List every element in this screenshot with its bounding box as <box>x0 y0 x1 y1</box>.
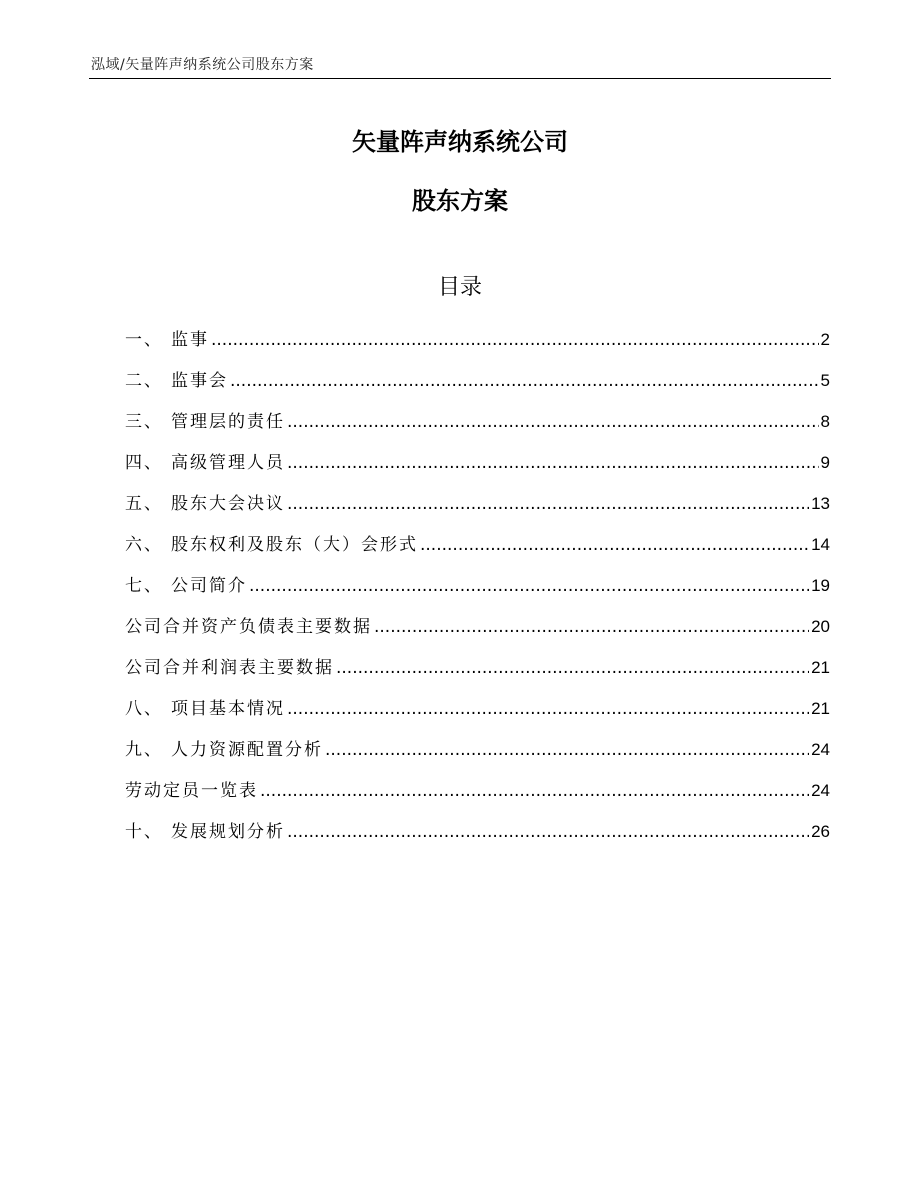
toc-entry-number: 七、 <box>125 576 163 596</box>
toc-dot-leader <box>287 822 809 842</box>
toc-entry-page: 13 <box>811 494 830 513</box>
toc-entry-label: 人力资源配置分析 <box>171 740 323 760</box>
toc-entry-number: 一、 <box>125 330 163 350</box>
toc-entry-label: 股东大会决议 <box>171 494 285 514</box>
toc-entry-label: 公司合并利润表主要数据 <box>125 658 334 678</box>
toc-entry-number: 三、 <box>125 412 163 432</box>
toc-entry-label: 劳动定员一览表 <box>125 781 258 801</box>
toc-entry[interactable] <box>125 694 830 735</box>
toc-entry-number: 二、 <box>125 371 163 391</box>
toc-entry-number: 九、 <box>125 740 163 760</box>
toc-entry[interactable] <box>125 735 830 776</box>
toc-dot-leader <box>249 576 809 596</box>
toc-entry-number: 四、 <box>125 453 163 473</box>
toc-entry-page: 20 <box>811 617 830 636</box>
toc-entry-page: 2 <box>820 330 830 349</box>
toc-dot-leader <box>287 453 819 473</box>
toc-entry-number: 六、 <box>125 535 163 555</box>
toc-entry-page: 9 <box>820 453 830 472</box>
toc-entry-page: 24 <box>811 781 830 800</box>
toc-entry-number: 十、 <box>125 822 163 842</box>
toc-entry-page: 21 <box>811 699 830 718</box>
toc-entry[interactable] <box>125 407 830 448</box>
toc-entry-label: 项目基本情况 <box>171 699 285 719</box>
toc-entry-page: 5 <box>820 371 830 390</box>
header-divider <box>89 78 831 79</box>
toc-dot-leader <box>260 781 809 801</box>
toc-entry-label: 发展规划分析 <box>171 822 285 842</box>
page-header: 泓域/矢量阵声纳系统公司股东方案 <box>91 57 314 73</box>
toc-heading: 目录 <box>437 275 482 300</box>
toc-entry-label: 监事 <box>171 330 209 350</box>
toc-entry[interactable] <box>125 448 830 489</box>
document-title: 矢量阵声纳系统公司 <box>352 128 568 156</box>
toc-entry[interactable] <box>125 817 830 858</box>
toc-entry-page: 14 <box>811 535 830 554</box>
toc-dot-leader <box>211 330 819 350</box>
document-subtitle: 股东方案 <box>412 187 508 215</box>
toc-entry-number: 五、 <box>125 494 163 514</box>
toc-dot-leader <box>287 699 809 719</box>
toc-dot-leader <box>287 494 809 514</box>
toc-entry-label: 公司合并资产负债表主要数据 <box>125 617 372 637</box>
toc-entry[interactable] <box>125 612 830 653</box>
toc-entry-label: 高级管理人员 <box>171 453 285 473</box>
toc-entry-page: 8 <box>820 412 830 431</box>
toc-dot-leader <box>230 371 819 391</box>
toc-entry-page: 26 <box>811 822 830 841</box>
toc-entry-page: 24 <box>811 740 830 759</box>
toc-dot-leader <box>336 658 809 678</box>
toc-dot-leader <box>287 412 819 432</box>
table-of-contents <box>125 325 830 858</box>
toc-entry[interactable] <box>125 530 830 571</box>
toc-dot-leader <box>420 535 809 555</box>
toc-dot-leader <box>325 740 809 760</box>
toc-entry-label: 监事会 <box>171 371 228 391</box>
toc-entry-label: 公司简介 <box>171 576 247 596</box>
toc-entry[interactable] <box>125 325 830 366</box>
toc-entry-label: 管理层的责任 <box>171 412 285 432</box>
toc-entry[interactable] <box>125 571 830 612</box>
toc-entry[interactable] <box>125 489 830 530</box>
toc-entry[interactable] <box>125 366 830 407</box>
toc-entry-label: 股东权利及股东（大）会形式 <box>171 535 418 555</box>
toc-dot-leader <box>374 617 809 637</box>
toc-entry-number: 八、 <box>125 699 163 719</box>
toc-entry[interactable] <box>125 653 830 694</box>
toc-entry-page: 19 <box>811 576 830 595</box>
toc-entry-page: 21 <box>811 658 830 677</box>
toc-entry[interactable] <box>125 776 830 817</box>
